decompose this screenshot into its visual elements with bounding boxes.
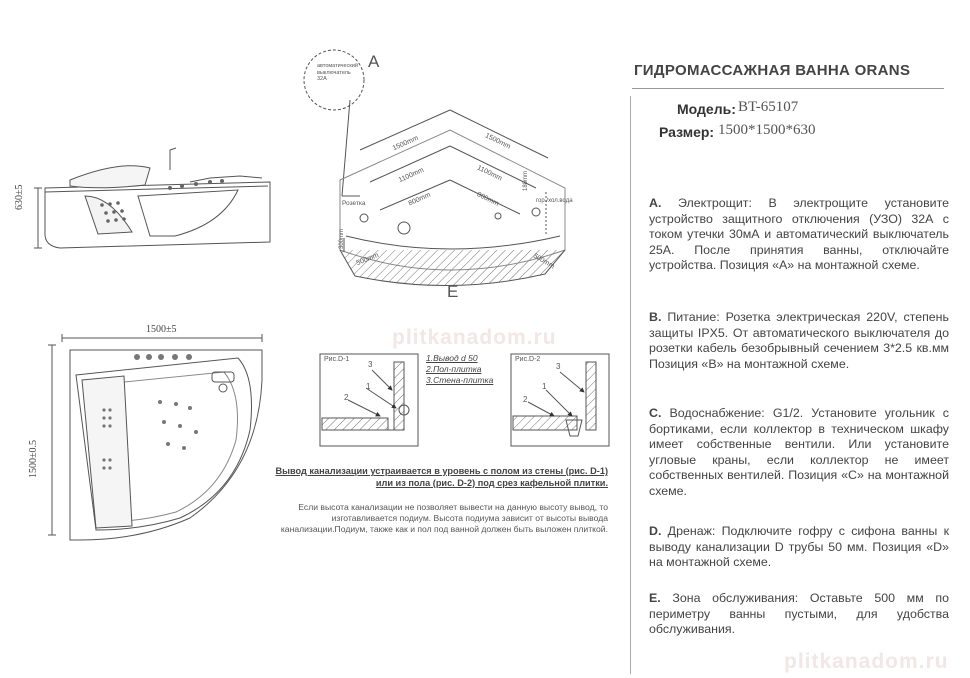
watermark-center: plitkanadom.ru [392, 326, 557, 349]
water-label: гор./хол.вода [536, 198, 573, 204]
section-letter: E. [649, 591, 661, 605]
fig-d2-caption: Рис.D-2 [515, 356, 541, 363]
fig-d2-num-2: 2 [523, 395, 528, 404]
section-letter: B. [649, 310, 662, 324]
section-b [649, 310, 949, 372]
legend-item: 2.Пол-плитка [426, 364, 482, 374]
fig-d2-num-3: 3 [556, 362, 561, 371]
section-text: Водоснабжение: G1/2. Установите угольник с бортиками, если коллектор в техническом шкафу имеет собственные вентили. Или установите угловые краны, если коллектор не имеет собственных вентилей. Позиция «С» на монтажной схеме. [649, 406, 949, 498]
dim-1500a: 1500mm [391, 134, 420, 153]
model-label: Модель: [677, 101, 736, 117]
drain-note-underlined: Вывод канализации устраивается в уровень с полом из стены (рис. D-1) или из пола (рис. D-2) под срез кафельной плитки. [275, 466, 608, 488]
side-view [34, 148, 270, 248]
size-label: Размер: [659, 124, 715, 140]
section-d [649, 524, 949, 571]
socket-label: Розетка [342, 200, 366, 207]
dim-1100a: 1100mm [397, 166, 425, 185]
model-value: BT-65107 [738, 99, 799, 115]
fig-d2-num-1: 1 [542, 382, 547, 391]
legend-item: 1.Вывод d 50 [426, 353, 478, 363]
dim-1100b: 1100mm [475, 164, 503, 183]
fig-d1-num-2: 2 [344, 393, 349, 402]
dim-180: 180mm [523, 170, 530, 192]
dim-800b: 800mm [475, 191, 500, 208]
column-divider [630, 96, 631, 674]
label-a: A [368, 52, 380, 71]
dim-800a: 800mm [407, 191, 432, 208]
breaker-text: автоматический выключатель 32А [317, 63, 358, 82]
dim-1500b: 1500mm [483, 132, 512, 151]
section-text: Питание: Розетка электрическая 220V, степень защиты IPX5. От автоматического выключателя до розетки кабель безобрывный сечением 3*2.5 кв.мм Позиция «В» на монтажной схеме. [649, 310, 949, 371]
dim-500a: 500mm [355, 251, 380, 268]
section-letter: C. [649, 406, 662, 420]
section-text: Электрощит: В электрощите установите устройство защитного отключения (УЗО) 32А с током утечки 30мА и автоматический выключатель 25А. После принятия ванны, отключайте устройства. Позиция «А» на монтажной схеме. [649, 196, 950, 273]
dim-300: 300mm [339, 228, 346, 250]
legend-item: 3.Стена-плитка [426, 375, 494, 385]
top-view [48, 334, 262, 540]
legend [426, 353, 493, 386]
install-view [304, 50, 565, 286]
title-divider [632, 88, 944, 89]
section-c [649, 406, 949, 500]
section-text: Зона обслуживания: Оставьте 500 мм по периметру ванны пустыми, для удобства обслуживания. [649, 591, 949, 637]
fig-d1-num-1: 1 [366, 382, 371, 391]
fig-d1-caption: Рис.D-1 [324, 356, 350, 363]
section-e [649, 591, 949, 638]
page-title: ГИДРОМАССАЖНАЯ ВАННА ORANS [634, 62, 911, 79]
label-e: E [447, 282, 459, 301]
section-a [649, 196, 949, 274]
top-width-label: 1500±5 [146, 324, 177, 335]
section-letter: A. [649, 196, 662, 210]
size-value: 1500*1500*630 [718, 122, 816, 138]
fig-d1-num-3: 3 [368, 360, 373, 369]
watermark-corner: plitkanadom.ru [784, 650, 949, 673]
top-depth-label: 1500±0.5 [28, 440, 39, 478]
side-height-label: 630±5 [14, 184, 25, 210]
section-letter: D. [649, 524, 662, 538]
drain-note: Если высота канализации не позволяет вывести на данную высоту вывод, то изготавливается подиум. Высота подиума зависит от высоты вывода канализации.Подиум, также как и пол под ванной должен быть выложен плиткой. [280, 502, 608, 534]
dim-500b: 500mm [531, 252, 556, 271]
section-text: Дренаж: Подключите гофру с сифона ванны к выводу канализации D трубы 50 мм. Позиция «D» на монтажной схеме. [649, 524, 949, 570]
